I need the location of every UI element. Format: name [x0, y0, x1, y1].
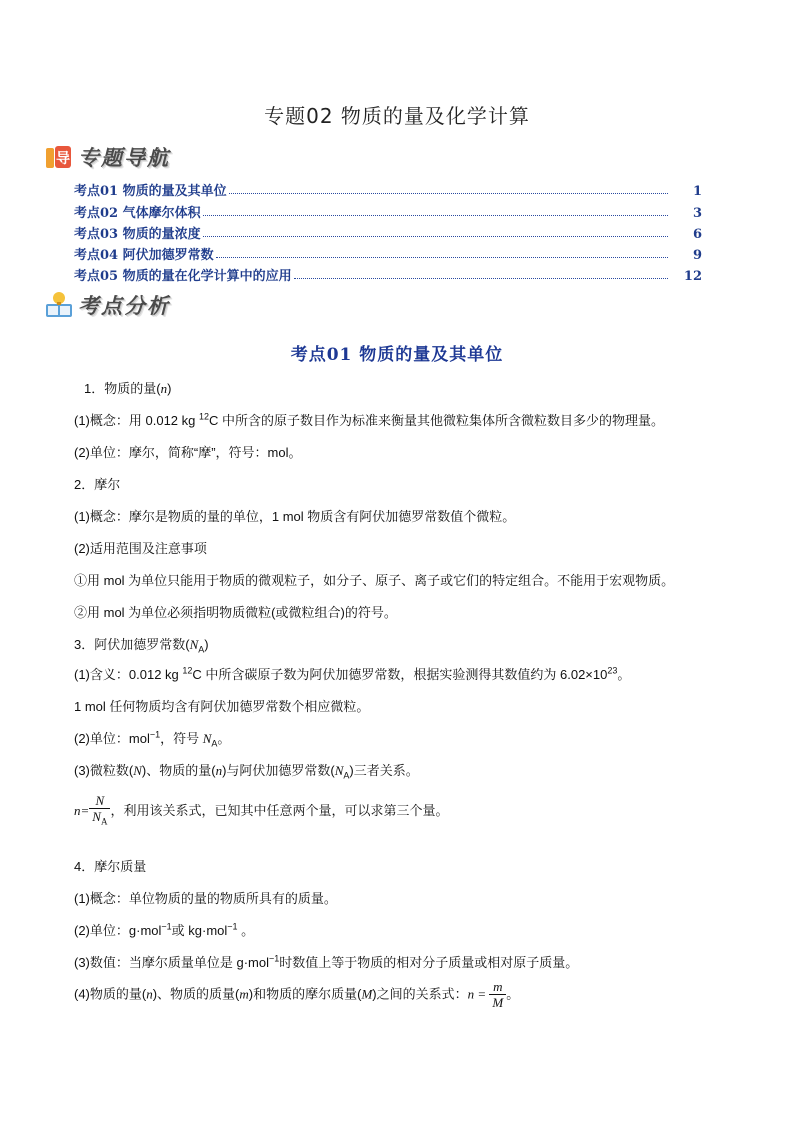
heading-mole: 2．摩尔 — [74, 477, 121, 492]
analysis-heading — [44, 290, 170, 320]
svg-text:导: 导 — [56, 151, 70, 167]
fraction: $\frac{m}{M}$ — [489, 980, 506, 1010]
fraction: $\frac{N}{N_A}$ — [89, 794, 110, 830]
paragraph: ①用 mol 为单位只能用于物质的微观粒子，如分子、原子、离子或它们的特定组合。不能用于宏观物质。 — [74, 573, 675, 588]
toc-page-number: 1 — [692, 184, 702, 200]
nav-heading — [44, 142, 170, 172]
toc-item[interactable] — [74, 178, 702, 199]
analysis-heading-text: 考点分析 — [78, 294, 170, 318]
toc-item-label: 考点05 物质的量在化学计算中的应用 — [74, 269, 292, 285]
toc-item-label: 考点01 物质的量及其单位 — [74, 184, 227, 200]
table-of-contents — [74, 178, 702, 284]
formula-paragraph: (4)物质的量(n)、物质的质量(m)和物质的摩尔质量(M)之间的关系式：n = $\frac{m}{M}$ 。 — [74, 979, 520, 1010]
toc-item[interactable] — [74, 221, 702, 242]
paragraph: (1)概念：摩尔是物质的量的单位，1 mol 物质含有阿伏加德罗常数值个微粒。 — [74, 509, 516, 524]
toc-leader — [203, 236, 668, 237]
paragraph: (3)微粒数(N)、物质的量(n)与阿伏加德罗常数$(N_A)$三者关系。 — [74, 763, 419, 781]
navigation-icon — [44, 142, 74, 172]
toc-item[interactable] — [74, 242, 702, 263]
paragraph: (2)单位：摩尔，简称“摩”，符号：mol。 — [74, 445, 302, 460]
paragraph: (2)适用范围及注意事项 — [74, 541, 207, 556]
paragraph: (2)单位：mol$^{-1}$，符号 $N_A$。 — [74, 729, 231, 749]
toc-item-label: 考点02 气体摩尔体积 — [74, 205, 201, 221]
paragraph: ②用 mol 为单位必须指明物质微粒(或微粒组合)的符号。 — [74, 605, 397, 620]
toc-leader — [294, 278, 668, 279]
toc-page-number: 12 — [683, 269, 702, 285]
toc-item-label: 考点04 阿伏加德罗常数 — [74, 248, 214, 264]
paragraph: (1)概念：单位物质的量的物质所具有的质量。 — [74, 891, 337, 906]
toc-item[interactable] — [74, 263, 702, 284]
book-lightbulb-icon — [44, 290, 74, 320]
toc-item[interactable] — [74, 199, 702, 220]
paragraph: (1)含义：0.012 kg $^{12}$C 中所含碳原子数为阿伏加德罗常数，根据实验测得其数值约为 $6.02\times 10^{23}$。 — [74, 665, 631, 682]
toc-leader — [229, 193, 668, 194]
formula-paragraph: n= $\frac{N}{N_A}$ ，利用该关系式，已知其中任意两个量，可以求第三个量。 — [74, 794, 448, 830]
heading-amount-of-substance: 1．物质的量(n) — [84, 381, 172, 396]
toc-page-number: 9 — [692, 248, 702, 264]
toc-page-number: 3 — [692, 205, 702, 221]
toc-leader — [203, 215, 668, 216]
document-title: 专题02 物质的量及化学计算 — [264, 104, 530, 128]
toc-item-label: 考点03 物质的量浓度 — [74, 226, 201, 242]
paragraph: 1 mol 任何物质均含有阿伏加德罗常数个相应微粒。 — [74, 699, 370, 714]
toc-page-number: 6 — [692, 226, 702, 242]
section-title: 考点01 物质的量及其单位 — [290, 345, 504, 365]
nav-heading-text: 专题导航 — [78, 146, 170, 170]
heading-molar-mass: 4．摩尔质量 — [74, 859, 147, 874]
toc-leader — [216, 257, 668, 258]
paragraph: (3)数值：当摩尔质量单位是 g·mol$^{-1}$时数值上等于物质的相对分子质量或相对原子质量。 — [74, 953, 579, 970]
paragraph: (1)概念：用 0.012 kg $^{12}$C 中所含的原子数目作为标准来衡量其他微粒集体所含微粒数目多少的物理量。 — [74, 411, 665, 428]
heading-avogadro: 3．阿伏加德罗常数$(N_A)$ — [74, 637, 209, 655]
paragraph: (2)单位：g·mol$^{-1}$或 kg·mol$^{-1}$ 。 — [74, 921, 255, 938]
